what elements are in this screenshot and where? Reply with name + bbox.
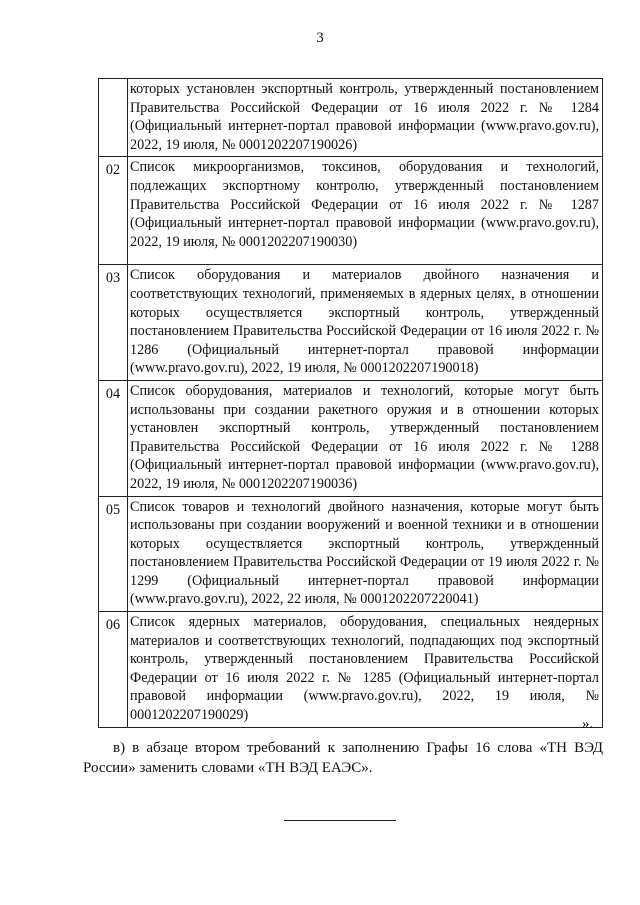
row-text: Список оборудования, материалов и технологий, которые могут быть использованы при создании ракетного оружия и в отношении которых установлен экспортный контроль, утвержденный постановлением Правительства Российской Федерации от 16 июля 2022 г. № 1288 (Официальный интернет-портал правовой информации (www.pravo.gov.ru), 2022, 19 июля, № 0001202207190036)	[128, 380, 603, 496]
row-number: 06	[99, 612, 128, 728]
row-text: которых установлен экспортный контроль, утвержденный постановлением Правительства Российской Федерации от 16 июля 2022 г. № 1284 (Официальный интернет-портал правовой информации (www.pravo.gov.ru), 2022, 19 июля, № 0001202207190026)	[128, 79, 603, 157]
export-control-lists-table	[98, 78, 603, 728]
table-row	[99, 265, 603, 381]
row-number: 03	[99, 265, 128, 381]
table-row	[99, 496, 603, 612]
amendment-paragraph: в) в абзаце втором требований к заполнению Графы 16 слова «ТН ВЭД России» заменить словами «ТН ВЭД ЕАЭС».	[83, 740, 603, 776]
row-text: Список микроорганизмов, токсинов, оборудования и технологий, подлежащих экспортному контролю, утвержденный постановлением Правительства Российской Федерации от 16 июля 2022 г. № 1287 (Официальный интернет-портал правовой информации (www.pravo.gov.ru), 2022, 19 июля, № 0001202207190030)	[128, 157, 603, 265]
row-number: 04	[99, 380, 128, 496]
table-row	[99, 79, 603, 157]
row-text: Список оборудования и материалов двойного назначения и соответствующих технологий, применяемых в ядерных целях, в отношении которых осуществляется экспортный контроль, утвержденный постановлением Правительства Российской Федерации от 16 июля 2022 г. № 1286 (Официальный интернет-портал правовой информации (www.pravo.gov.ru), 2022, 19 июля, № 0001202207190018)	[128, 265, 603, 381]
table-row	[99, 380, 603, 496]
row-number: 05	[99, 496, 128, 612]
table-row	[99, 612, 603, 728]
table-row	[99, 157, 603, 265]
page-number: 3	[316, 30, 324, 46]
row-text: Список товаров и технологий двойного назначения, которые могут быть использованы при создании вооружений и военной техники и в отношении которых осуществляется экспортный контроль, утвержденный постановлением Правительства Российской Федерации от 19 июля 2022 г. № 1299 (Официальный интернет-портал правовой информации (www.pravo.gov.ru), 2022, 22 июля, № 0001202207220041)	[128, 496, 603, 612]
row-number	[99, 79, 128, 157]
closing-quote: ».	[582, 716, 594, 732]
row-number: 02	[99, 157, 128, 265]
end-separator-line	[284, 820, 396, 821]
row-text: Список ядерных материалов, оборудования, специальных неядерных материалов и соответствующих технологий, подпадающих под экспортный контроль, утвержденный постановлением Правительства Российской Федерации от 16 июля 2022 г. № 1285 (Официальный интернет-портал правовой информации (www.pravo.gov.ru), 2022, 19 июля, № 0001202207190029)	[128, 612, 603, 728]
